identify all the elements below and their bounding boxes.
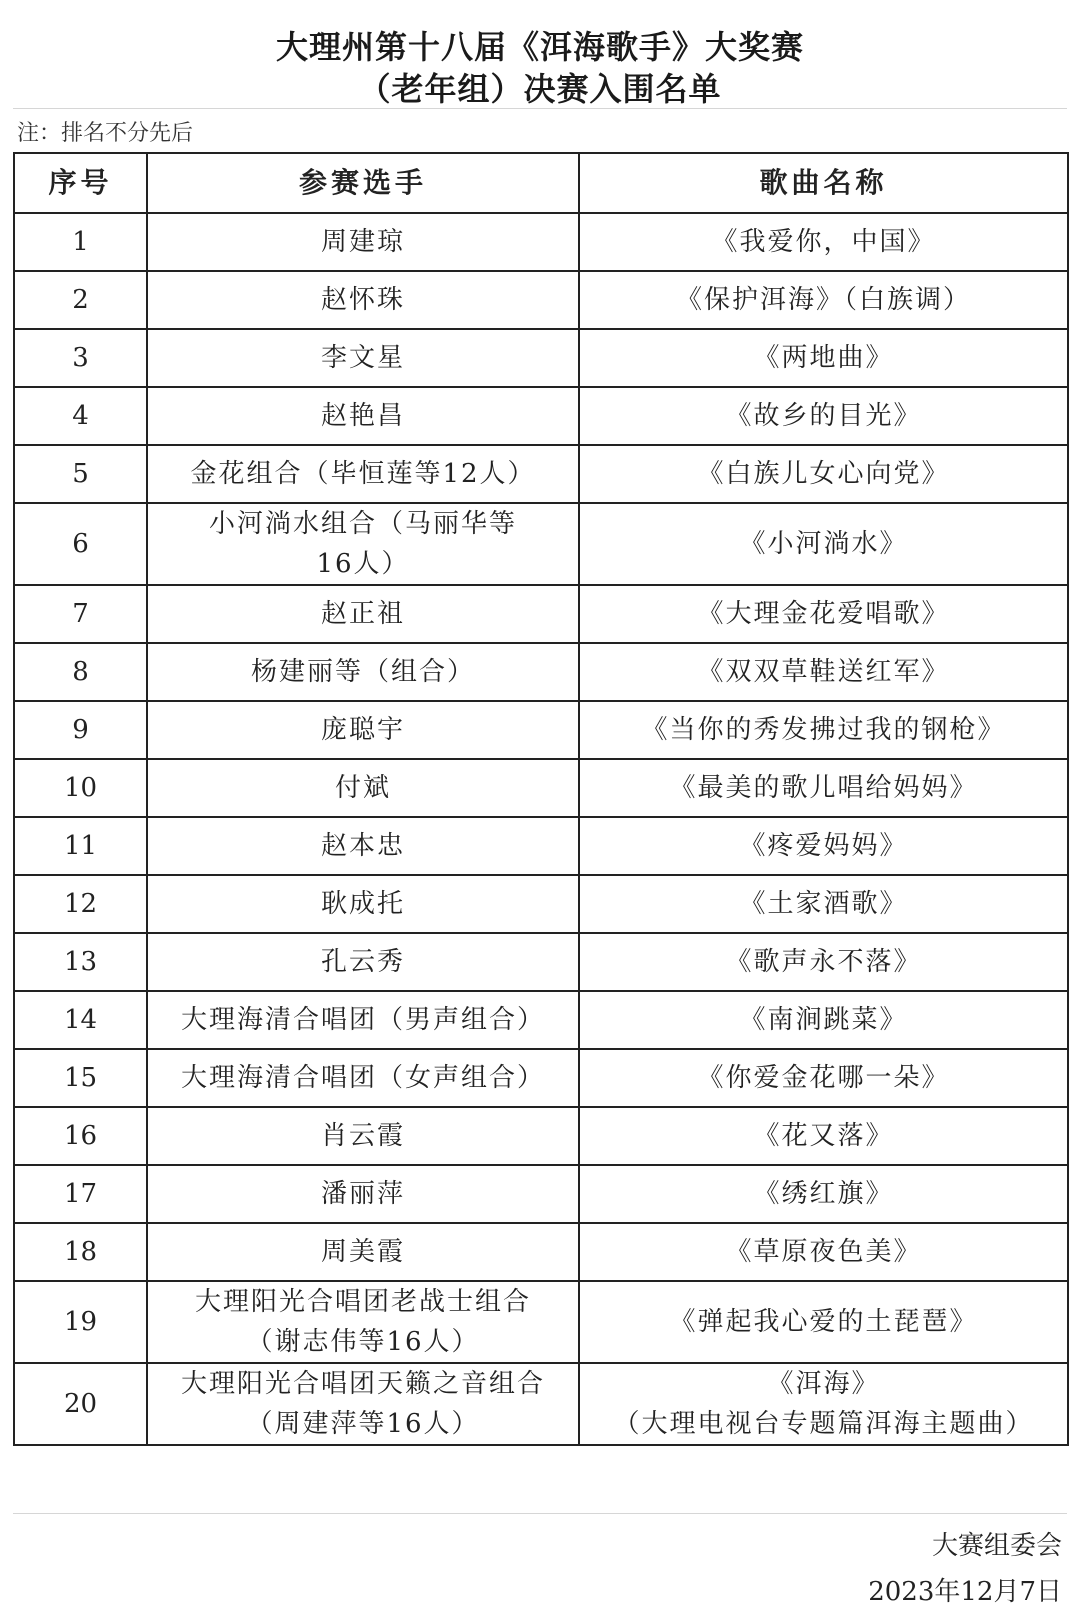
page-title: 大理州第十八届《洱海歌手》大奖赛: [275, 28, 804, 66]
row-number: 6: [14, 503, 147, 585]
contestant-cell: [147, 817, 579, 875]
song-cell: [579, 503, 1068, 585]
contestant-line: 肖云霞: [320, 1121, 405, 1151]
contestant-cell: [147, 1363, 579, 1445]
song-cell: [579, 875, 1068, 933]
song-cell: [579, 1049, 1068, 1107]
song-line: 《保护洱海》（白族调）: [675, 285, 971, 315]
song-line: （大理电视台专题篇洱海主题曲）: [613, 1409, 1034, 1439]
organizer-signature: 大赛组委会: [931, 1531, 1062, 1561]
row-number: 11: [14, 817, 147, 875]
song-line: 《我爱你，中国》: [711, 227, 936, 257]
row-number: 14: [14, 991, 147, 1049]
row-number: 2: [14, 271, 147, 329]
contestant-line: （谢志伟等16人）: [246, 1327, 480, 1357]
contestant-cell: [147, 701, 579, 759]
song-cell: [579, 933, 1068, 991]
contestant-cell: [147, 1107, 579, 1165]
row-number: 8: [14, 643, 147, 701]
contestant-line: 付斌: [334, 773, 391, 803]
row-number: 1: [14, 213, 147, 271]
song-cell: [579, 271, 1068, 329]
song-cell: [579, 701, 1068, 759]
table-row: [14, 759, 1068, 817]
table-row: [14, 1049, 1068, 1107]
table-row: [14, 1223, 1068, 1281]
song-line: 《当你的秀发拂过我的钢枪》: [641, 715, 1006, 745]
row-number: 4: [14, 387, 147, 445]
song-line: 《歌声永不落》: [725, 947, 922, 977]
row-number: 10: [14, 759, 147, 817]
contestant-line: 庞聪宇: [320, 715, 405, 745]
table-row: [14, 643, 1068, 701]
song-line: 《花又落》: [753, 1121, 894, 1151]
song-cell: [579, 991, 1068, 1049]
song-line: 《两地曲》: [753, 343, 894, 373]
song-cell: [579, 643, 1068, 701]
song-line: 《土家酒歌》: [739, 889, 908, 919]
column-header-contestant: 参赛选手: [147, 153, 579, 213]
song-line: 《小河淌水》: [739, 529, 908, 559]
contestant-cell: [147, 213, 579, 271]
column-header-song: 歌曲名称: [579, 153, 1068, 213]
row-number: 12: [14, 875, 147, 933]
song-cell: [579, 1223, 1068, 1281]
table-row: [14, 1165, 1068, 1223]
page-subtitle: （老年组）决赛入围名单: [358, 70, 722, 108]
table-header-row: [14, 153, 1068, 213]
song-line: 《绣红旗》: [753, 1179, 894, 1209]
column-header-number: 序号: [14, 153, 147, 213]
contestant-line: 杨建丽等（组合）: [250, 657, 475, 687]
song-cell: [579, 387, 1068, 445]
contestant-line: （周建萍等16人）: [246, 1409, 480, 1439]
song-cell: [579, 1107, 1068, 1165]
table-row: [14, 701, 1068, 759]
table-row: [14, 329, 1068, 387]
song-cell: [579, 585, 1068, 643]
contestant-line: 潘丽萍: [320, 1179, 405, 1209]
song-line: 《草原夜色美》: [725, 1237, 922, 1267]
row-number: 13: [14, 933, 147, 991]
issue-date: 2023年12月7日: [868, 1577, 1062, 1607]
contestant-line: 大理阳光合唱团老战士组合: [194, 1287, 531, 1317]
song-line: 《白族儿女心向党》: [697, 459, 950, 489]
table-row: [14, 585, 1068, 643]
row-number: 9: [14, 701, 147, 759]
contestant-cell: [147, 759, 579, 817]
song-cell: [579, 1363, 1068, 1445]
table-row: [14, 445, 1068, 503]
row-number: 3: [14, 329, 147, 387]
contestant-cell: [147, 643, 579, 701]
contestant-line: 赵正祖: [320, 599, 405, 629]
song-cell: [579, 1281, 1068, 1363]
contestant-line: 李文星: [320, 343, 405, 373]
contestant-line: 大理海清合唱团（女声组合）: [180, 1063, 545, 1093]
song-line: 《弹起我心爱的土琵琶》: [669, 1307, 978, 1337]
contestant-line: 赵本忠: [320, 831, 405, 861]
table-row: [14, 933, 1068, 991]
row-number: 16: [14, 1107, 147, 1165]
contestant-cell: [147, 1165, 579, 1223]
contestant-cell: [147, 875, 579, 933]
footer-divider: [13, 1513, 1067, 1514]
table-row: [14, 213, 1068, 271]
contestant-line: 赵艳昌: [320, 401, 405, 431]
row-number: 7: [14, 585, 147, 643]
contestant-cell: [147, 991, 579, 1049]
contestant-line: 周美霞: [320, 1237, 405, 1267]
contestant-cell: [147, 329, 579, 387]
song-line: 《双双草鞋送红军》: [697, 657, 950, 687]
table-row: [14, 387, 1068, 445]
song-line: 《洱海》: [767, 1369, 880, 1399]
contestant-line: 金花组合（毕恒莲等12人）: [190, 459, 536, 489]
contestant-line: 16人）: [316, 549, 410, 579]
contestant-cell: [147, 387, 579, 445]
song-line: 《最美的歌儿唱给妈妈》: [669, 773, 978, 803]
row-number: 20: [14, 1363, 147, 1445]
contestant-cell: [147, 933, 579, 991]
ranking-note: 注：排名不分先后: [17, 121, 194, 146]
table-row: [14, 271, 1068, 329]
song-cell: [579, 1165, 1068, 1223]
song-line: 《你爱金花哪一朵》: [697, 1063, 950, 1093]
table-row: [14, 875, 1068, 933]
table-body: [14, 213, 1068, 1445]
song-line: 《故乡的目光》: [725, 401, 922, 431]
contestant-line: 大理阳光合唱团天籁之音组合: [180, 1369, 545, 1399]
contestant-cell: [147, 1281, 579, 1363]
song-cell: [579, 213, 1068, 271]
contestant-cell: [147, 1223, 579, 1281]
contestant-line: 赵怀珠: [320, 285, 405, 315]
title-block: [13, 12, 1067, 109]
row-number: 15: [14, 1049, 147, 1107]
contestant-cell: [147, 1049, 579, 1107]
contestant-line: 耿成托: [320, 889, 405, 919]
table-row: [14, 1363, 1068, 1445]
contestant-line: 大理海清合唱团（男声组合）: [180, 1005, 545, 1035]
table-row: [14, 1107, 1068, 1165]
song-cell: [579, 759, 1068, 817]
contestant-cell: [147, 271, 579, 329]
contestant-line: 小河淌水组合（马丽华等: [208, 509, 517, 539]
song-line: 《疼爱妈妈》: [739, 831, 908, 861]
row-number: 18: [14, 1223, 147, 1281]
row-number: 5: [14, 445, 147, 503]
finalist-table: [13, 152, 1069, 1446]
contestant-cell: [147, 503, 579, 585]
song-cell: [579, 329, 1068, 387]
table-row: [14, 817, 1068, 875]
song-line: 《大理金花爱唱歌》: [697, 599, 950, 629]
song-cell: [579, 445, 1068, 503]
contestant-cell: [147, 445, 579, 503]
row-number: 19: [14, 1281, 147, 1363]
contestant-line: 周建琼: [320, 227, 405, 257]
song-cell: [579, 817, 1068, 875]
contestant-line: 孔云秀: [320, 947, 405, 977]
table-row: [14, 1281, 1068, 1363]
row-number: 17: [14, 1165, 147, 1223]
table-row: [14, 991, 1068, 1049]
song-line: 《南涧跳菜》: [739, 1005, 908, 1035]
contestant-cell: [147, 585, 579, 643]
table-row: [14, 503, 1068, 585]
